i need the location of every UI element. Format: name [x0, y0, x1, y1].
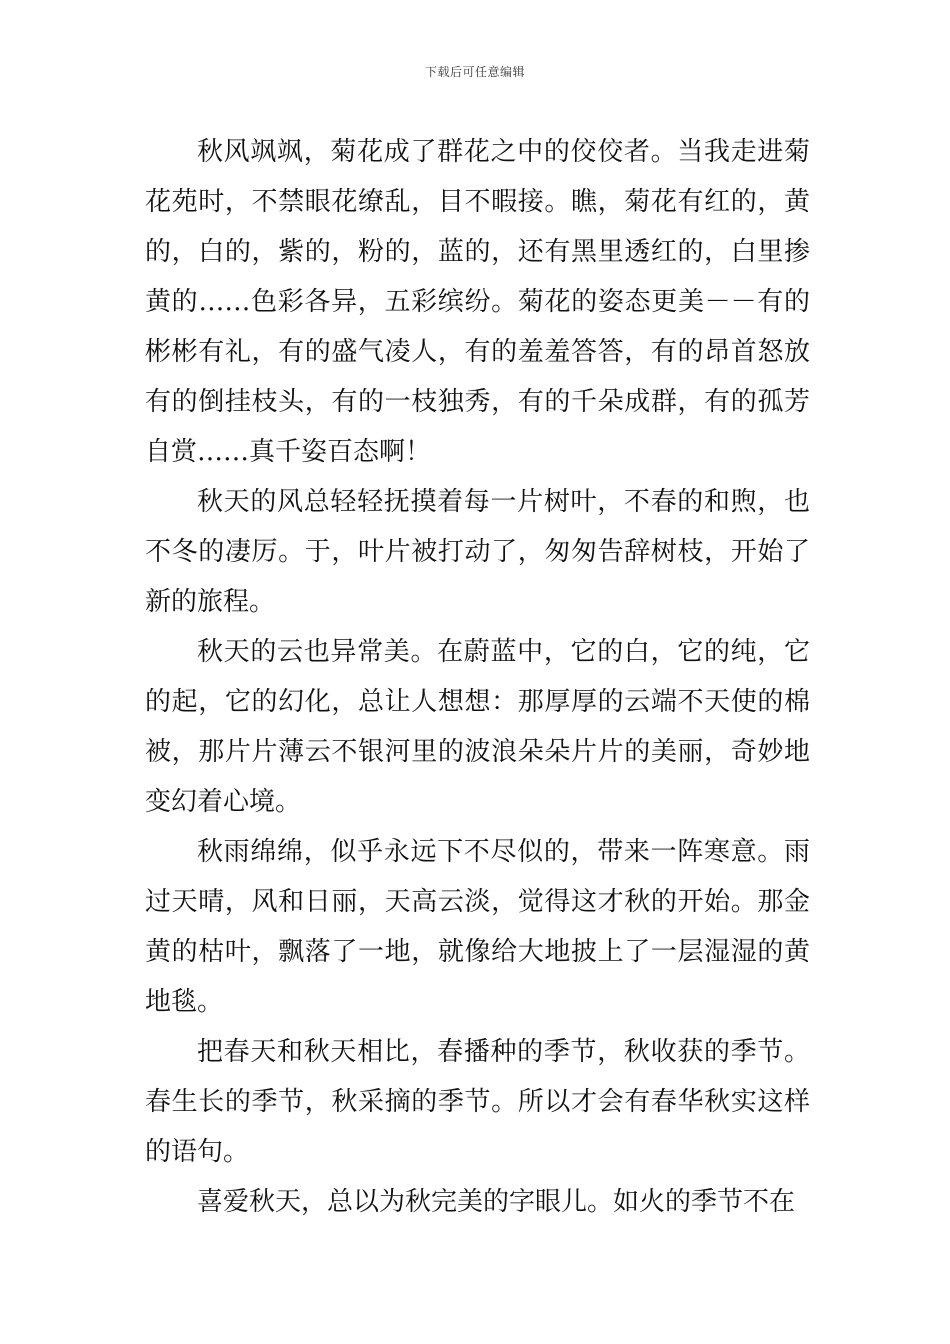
page-header: 下载后可任意编辑 — [424, 65, 525, 79]
paragraph-spring-vs-autumn: 把春天和秋天相比，春播种的季节，秋收获的季节。春生长的季节，秋采摘的季节。所以才会有春华秋实这样的语句。 — [145, 1037, 810, 1167]
document-body — [145, 127, 810, 1227]
paragraph-chrysanthemum: 秋风飒飒，菊花成了群花之中的佼佼者。当我走进菊花苑时，不禁眼花缭乱，目不暇接。瞧，菊花有红的，黄的，白的，紫的，粉的，蓝的，还有黑里透红的，白里掺黄的……色彩各异，五彩缤纷。菊花的姿态更美－－有的彬彬有礼，有的盛气凌人，有的羞羞答答，有的昂首怒放有的倒挂枝头，有的一枝独秀，有的千朵成群，有的孤芳自赏……真千姿百态啊！ — [145, 137, 810, 467]
paragraph-autumn-clouds: 秋天的云也异常美。在蔚蓝中，它的白，它的纯，它的起，它的幻化，总让人想想：那厚厚的云端不天使的棉被，那片片薄云不银河里的波浪朵朵片片的美丽，奇妙地变幻着心境。 — [145, 637, 810, 817]
paragraph-autumn-rain: 秋雨绵绵，似乎永远下不尽似的，带来一阵寒意。雨过天晴，风和日丽，天高云淡，觉得这才秋的开始。那金黄的枯叶，飘落了一地，就像给大地披上了一层湿湿的黄地毯。 — [145, 837, 810, 1017]
paragraph-autumn-wind: 秋天的风总轻轻抚摸着每一片树叶，不春的和煦，也不冬的凄厉。于，叶片被打动了，匆匆告辞树枝，开始了新的旅程。 — [145, 487, 810, 617]
paragraph-love-autumn: 喜爱秋天，总以为秋完美的字眼儿。如火的季节不在 — [197, 1187, 796, 1217]
